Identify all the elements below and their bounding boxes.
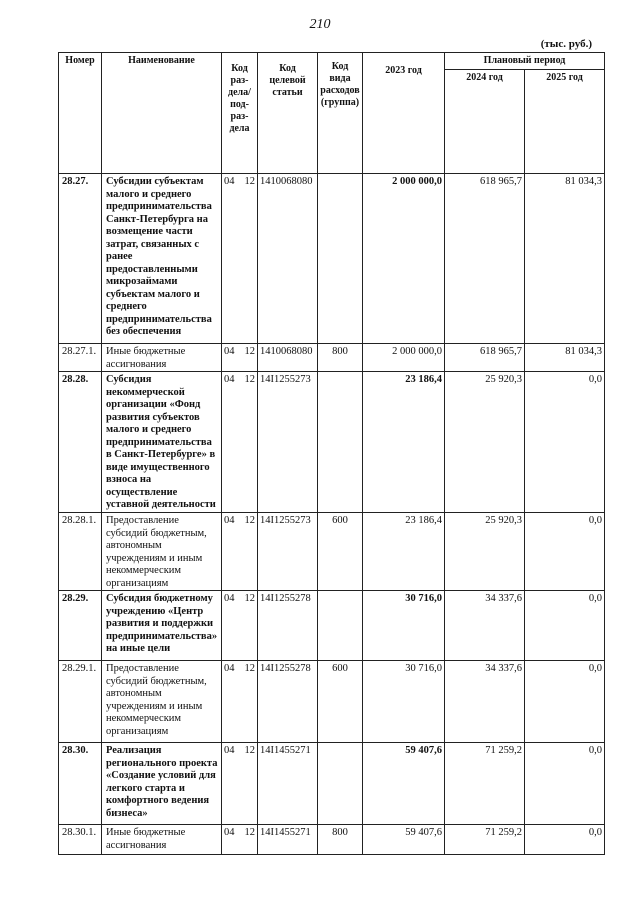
- row-number: 28.29.: [59, 591, 102, 661]
- row-amount-2023: 59 407,6: [363, 825, 445, 855]
- row-subsection: 12: [244, 593, 255, 604]
- row-amount-2023: 23 186,4: [363, 372, 445, 513]
- row-subsection: 12: [244, 515, 255, 526]
- row-amount-2023: 23 186,4: [363, 513, 445, 591]
- row-target-code: 14I1455271: [258, 743, 318, 825]
- header-2023: 2023 год: [363, 53, 445, 174]
- row-target-code: 1410068080: [258, 344, 318, 372]
- row-section: 04: [224, 593, 235, 604]
- row-amount-2023: 59 407,6: [363, 743, 445, 825]
- header-2024: 2024 год: [445, 70, 525, 174]
- row-name: Субсидии субъектам малого и среднего предпринимательства Санкт-Петербурга на возмещение части затрат, связанных с ранее предоставленными микрозаймами субъектам малого и среднего предпринимательства без обеспечения: [102, 174, 222, 344]
- row-section-code: [222, 513, 258, 591]
- budget-table: [58, 52, 605, 855]
- table-row: [59, 591, 605, 661]
- row-amount-2025: 0,0: [525, 591, 605, 661]
- row-subsection: 12: [244, 827, 255, 838]
- row-subsection: 12: [244, 374, 255, 385]
- units-label: (тыс. руб.): [540, 38, 592, 50]
- table-row: [59, 661, 605, 743]
- row-section-code: [222, 591, 258, 661]
- table-row: [59, 344, 605, 372]
- row-section: 04: [224, 176, 235, 187]
- row-target-code: 14I1455271: [258, 825, 318, 855]
- row-amount-2024: 25 920,3: [445, 372, 525, 513]
- row-name: Субсидия некоммерческой организации «Фонд развития субъектов малого и среднего предпринимательства в Санкт-Петербурге» в виде имущественного взноса на осуществление уставной деятельности: [102, 372, 222, 513]
- header-target-code: Код целевой статьи: [258, 53, 318, 174]
- row-expense-type: [318, 743, 363, 825]
- row-target-code: 1410068080: [258, 174, 318, 344]
- header-expense-type: Код вида расходов (группа): [318, 53, 363, 174]
- row-amount-2025: 81 034,3: [525, 344, 605, 372]
- row-amount-2025: 0,0: [525, 513, 605, 591]
- row-amount-2025: 0,0: [525, 743, 605, 825]
- row-amount-2024: 34 337,6: [445, 591, 525, 661]
- row-number: 28.30.: [59, 743, 102, 825]
- header-section-code: Код раз-дела/ под-раз-дела: [222, 53, 258, 174]
- table-row: [59, 513, 605, 591]
- row-name: Иные бюджетные ассигнования: [102, 344, 222, 372]
- row-number: 28.30.1.: [59, 825, 102, 855]
- row-subsection: 12: [244, 176, 255, 187]
- table-row: [59, 372, 605, 513]
- table-body: [59, 174, 605, 855]
- row-section-code: [222, 825, 258, 855]
- row-target-code: 14I1255273: [258, 372, 318, 513]
- header-planning-period: Плановый период: [445, 53, 605, 70]
- row-amount-2023: 30 716,0: [363, 661, 445, 743]
- row-expense-type: 800: [318, 344, 363, 372]
- row-number: 28.28.1.: [59, 513, 102, 591]
- row-amount-2024: 618 965,7: [445, 344, 525, 372]
- row-number: 28.27.1.: [59, 344, 102, 372]
- row-section-code: [222, 661, 258, 743]
- row-section: 04: [224, 663, 235, 674]
- row-amount-2024: 34 337,6: [445, 661, 525, 743]
- table-row: [59, 174, 605, 344]
- row-expense-type: 800: [318, 825, 363, 855]
- header-2025: 2025 год: [525, 70, 605, 174]
- row-section: 04: [224, 515, 235, 526]
- row-target-code: 14I1255273: [258, 513, 318, 591]
- page-number: 210: [309, 17, 331, 32]
- row-amount-2023: 2 000 000,0: [363, 174, 445, 344]
- row-target-code: 14I1255278: [258, 661, 318, 743]
- row-amount-2025: 81 034,3: [525, 174, 605, 344]
- row-amount-2025: 0,0: [525, 825, 605, 855]
- header-number: Номер: [59, 53, 102, 174]
- row-amount-2025: 0,0: [525, 372, 605, 513]
- row-subsection: 12: [244, 663, 255, 674]
- row-name: Предоставление субсидий бюджетным, автономным учреждениям и иным некоммерческим организациям: [102, 661, 222, 743]
- row-section-code: [222, 743, 258, 825]
- row-amount-2024: 618 965,7: [445, 174, 525, 344]
- row-amount-2025: 0,0: [525, 661, 605, 743]
- row-number: 28.27.: [59, 174, 102, 344]
- row-name: Предоставление субсидий бюджетным, автономным учреждениям и иным некоммерческим организациям: [102, 513, 222, 591]
- row-name: Реализация регионального проекта «Создание условий для легкого старта и комфортного ведения бизнеса»: [102, 743, 222, 825]
- row-section-code: [222, 174, 258, 344]
- row-section: 04: [224, 374, 235, 385]
- header-name: Наименование: [102, 53, 222, 174]
- row-number: 28.29.1.: [59, 661, 102, 743]
- row-amount-2024: 71 259,2: [445, 743, 525, 825]
- row-expense-type: [318, 174, 363, 344]
- row-number: 28.28.: [59, 372, 102, 513]
- row-section: 04: [224, 346, 235, 357]
- row-subsection: 12: [244, 745, 255, 756]
- table-row: [59, 743, 605, 825]
- row-expense-type: [318, 591, 363, 661]
- row-name: Иные бюджетные ассигнования: [102, 825, 222, 855]
- row-target-code: 14I1255278: [258, 591, 318, 661]
- row-amount-2024: 71 259,2: [445, 825, 525, 855]
- row-name: Субсидия бюджетному учреждению «Центр развития и поддержки предпринимательства» на иные цели: [102, 591, 222, 661]
- table-row: [59, 825, 605, 855]
- row-expense-type: 600: [318, 661, 363, 743]
- row-section-code: [222, 372, 258, 513]
- row-section-code: [222, 344, 258, 372]
- row-section: 04: [224, 745, 235, 756]
- table-header: [59, 53, 605, 174]
- row-expense-type: [318, 372, 363, 513]
- row-section: 04: [224, 827, 235, 838]
- row-amount-2023: 30 716,0: [363, 591, 445, 661]
- row-subsection: 12: [244, 346, 255, 357]
- row-amount-2023: 2 000 000,0: [363, 344, 445, 372]
- row-amount-2024: 25 920,3: [445, 513, 525, 591]
- row-expense-type: 600: [318, 513, 363, 591]
